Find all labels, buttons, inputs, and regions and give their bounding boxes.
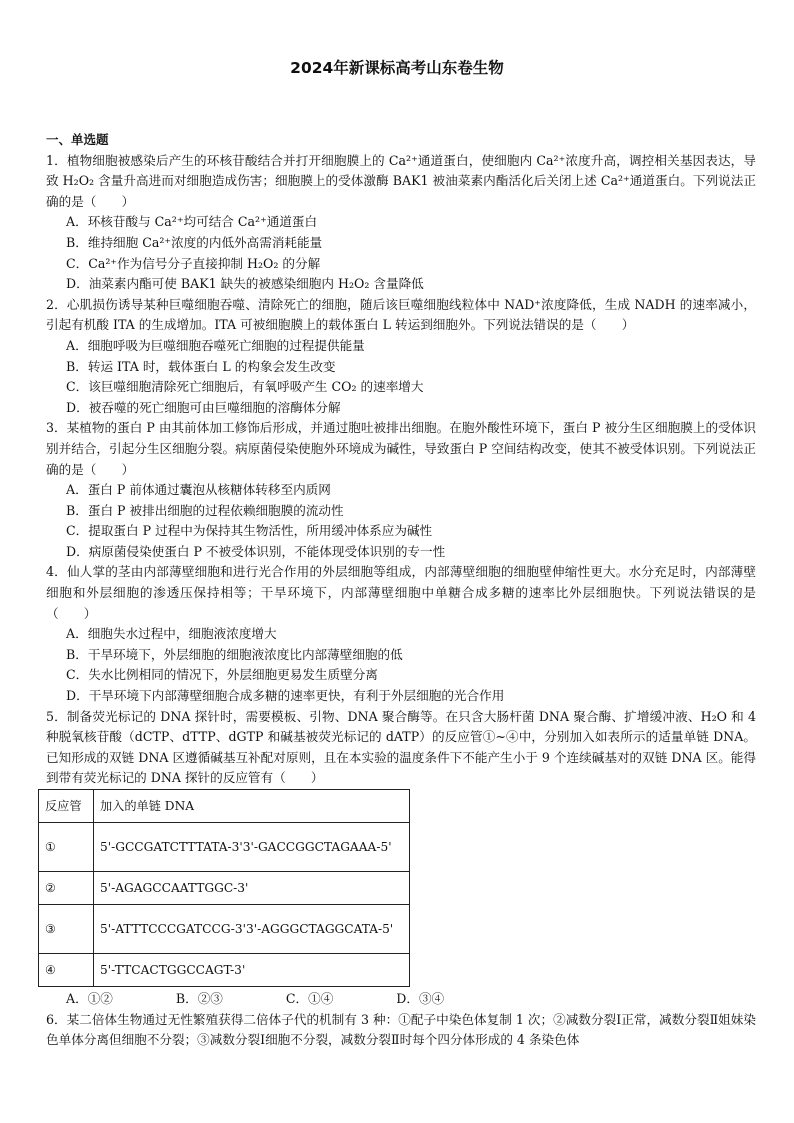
question-stem: 2．心肌损伤诱导某种巨噬细胞吞噬、清除死亡的细胞，随后该巨噬细胞线粒体中 NAD⁺浓度降低，生成 NADH 的速率减小，引起有机酸 ITA 的生成增加。ITA 可被细胞膜上的载体蛋白 L 转运到细胞外。下列说法错误的是（ ） [46, 296, 756, 333]
table-cell: ① [39, 823, 94, 872]
option-b: B．维持细胞 Ca²⁺浓度的内低外高需消耗能量 [66, 234, 323, 250]
table-row [39, 905, 410, 954]
option-c: C．该巨噬细胞清除死亡细胞后，有氧呼吸产生 CO₂ 的速率增大 [66, 379, 424, 395]
option-d: D．干旱环境下内部薄壁细胞合成多糖的速率更快，有利于外层细胞的光合作用 [66, 688, 505, 704]
option-d: D．被吞噬的死亡细胞可由巨噬细胞的溶酶体分解 [66, 399, 341, 415]
question-2 [46, 295, 756, 419]
option-a: A．细胞失水过程中，细胞液浓度增大 [66, 626, 277, 642]
table-header-cell: 反应管 [39, 790, 94, 823]
answer-choices [46, 989, 756, 1010]
question-stem: 5．制备荧光标记的 DNA 探针时，需要模板、引物、DNA 聚合酶等。在只含大肠杆菌 DNA 聚合酶、扩增缓冲液、H₂O 和 4 种脱氧核苷酸（dCTP、dTTP、dGTP 和碱基被荧光标记的 dATP）的反应管①~④中，分别加入如表所示的适量单链 DNA。已知形成的双链 DNA 区遵循碱基互补配对原则，且在本实验的温度条件下不能产生小于 9 个连续碱基对的双链 DNA 区。能得到带有荧光标记的 DNA 探针的反应管有（ ） [46, 708, 756, 786]
table-row [39, 823, 410, 872]
option-b: B．蛋白 P 被排出细胞的过程依赖细胞膜的流动性 [66, 502, 344, 518]
table-cell: ④ [39, 954, 94, 987]
choice-b: B．②③ [175, 991, 223, 1006]
table-cell: 5'-AGAGCCAATTGGC-3' [94, 872, 410, 905]
question-stem: 1．植物细胞被感染后产生的环核苷酸结合并打开细胞膜上的 Ca²⁺通道蛋白，使细胞内 Ca²⁺浓度升高，调控相关基因表达，导致 H₂O₂ 含量升高进而对细胞造成伤害；细胞膜上的受体激酶 BAK1 被油菜素内酯活化后关闭上述 Ca²⁺通道蛋白。下列说法正确的是（ ） [46, 152, 756, 209]
table-header-cell: 加入的单链 DNA [94, 790, 410, 823]
question-3 [46, 418, 756, 562]
option-a: A．环核苷酸与 Ca²⁺均可结合 Ca²⁺通道蛋白 [66, 214, 318, 230]
table-cell: 5'-GCCGATCTTTATA-3'3'-GACCGGCTAGAAA-5' [94, 823, 410, 872]
table-cell: ③ [39, 905, 94, 954]
option-d: D．油菜素内酯可使 BAK1 缺失的被感染细胞内 H₂O₂ 含量降低 [66, 276, 424, 292]
question-1 [46, 151, 756, 295]
document-body [46, 130, 756, 1051]
table-row [39, 954, 410, 987]
dna-table [38, 789, 410, 987]
question-4 [46, 562, 756, 706]
option-c: C．提取蛋白 P 过程中为保持其生物活性，所用缓冲体系应为碱性 [66, 523, 433, 539]
option-b: B．干旱环境下，外层细胞的细胞液浓度比内部薄壁细胞的低 [66, 646, 403, 662]
choice-d: D．③④ [396, 991, 445, 1006]
section-heading: 一、单选题 [46, 132, 109, 147]
question-5 [46, 707, 756, 1010]
option-d: D．病原菌侵染使蛋白 P 不被受体识别，不能体现受体识别的专一性 [66, 543, 446, 559]
document-title: 2024年新课标高考山东卷生物 [290, 59, 504, 77]
table-row [39, 872, 410, 905]
table-cell: 5'-ATTTCCCGATCCG-3'3'-AGGGCTAGGCATA-5' [94, 905, 410, 954]
question-stem: 4．仙人掌的茎由内部薄壁细胞和进行光合作用的外层细胞等组成，内部薄壁细胞的细胞壁伸缩性更大。水分充足时，内部薄壁细胞和外层细胞的渗透压保持相等；干旱环境下，内部薄壁细胞中单糖合成多糖的速率比外层细胞快。下列说法错误的是（ ） [46, 564, 756, 621]
option-a: A．细胞呼吸为巨噬细胞吞噬死亡细胞的过程提供能量 [66, 337, 365, 353]
question-stem: 6．某二倍体生物通过无性繁殖获得二倍体子代的机制有 3 种：①配子中染色体复制 1 次；②减数分裂Ⅰ正常，减数分裂Ⅱ姐妹染色单体分离但细胞不分裂；③减数分裂Ⅰ细胞不分裂，减数分裂Ⅱ时每个四分体形成的 4 条染色体 [46, 1011, 756, 1048]
question-6 [46, 1010, 756, 1051]
option-a: A．蛋白 P 前体通过囊泡从核糖体转移至内质网 [66, 482, 331, 498]
table-cell: 5'-TTCACTGGCCAGT-3' [94, 954, 410, 987]
table-cell: ② [39, 872, 94, 905]
table-header-row [39, 790, 410, 823]
choice-c: C．①④ [285, 991, 334, 1006]
choice-a: A．①② [66, 991, 113, 1006]
option-b: B．转运 ITA 时，载体蛋白 L 的构象会发生改变 [66, 358, 336, 374]
question-stem: 3．某植物的蛋白 P 由其前体加工修饰后形成，并通过胞吐被排出细胞。在胞外酸性环境下，蛋白 P 被分生区细胞膜上的受体识别并结合，引起分生区细胞分裂。病原菌侵染使胞外环境成为碱性，导致蛋白 P 空间结构改变，使其不被受体识别。下列说法正确的是（ ） [46, 420, 756, 477]
option-c: C．Ca²⁺作为信号分子直接抑制 H₂O₂ 的分解 [66, 255, 321, 271]
option-c: C．失水比例相同的情况下，外层细胞更易发生质壁分离 [66, 667, 378, 683]
